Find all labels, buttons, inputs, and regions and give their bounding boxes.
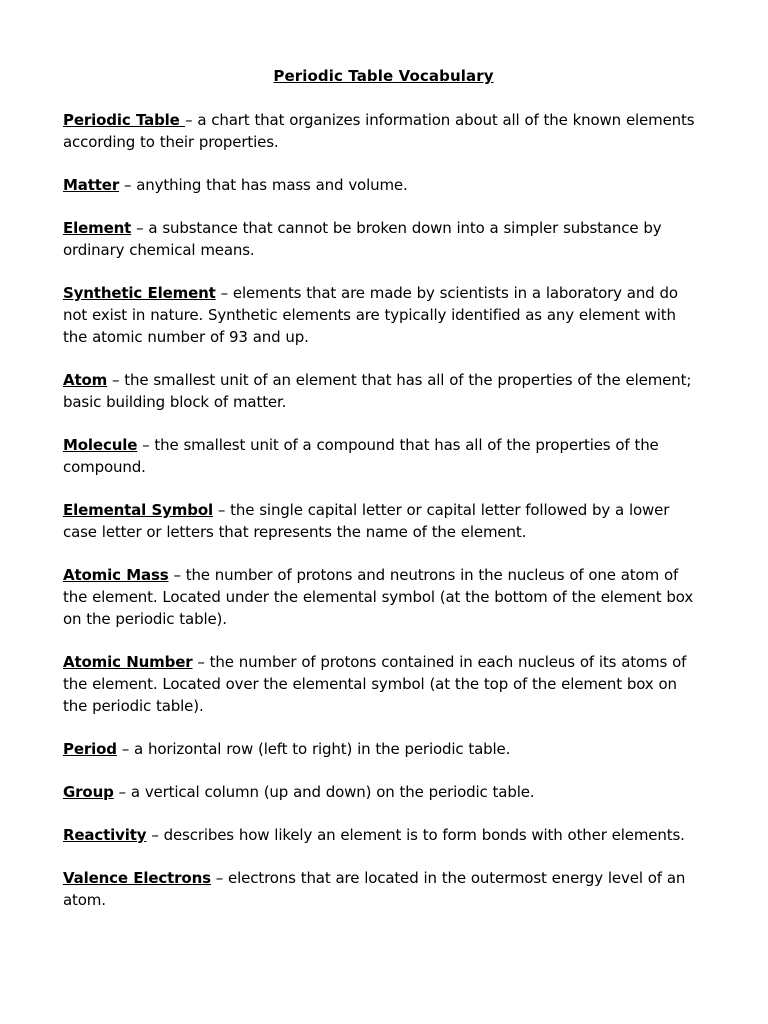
vocab-term: Elemental Symbol xyxy=(63,501,213,519)
vocab-definition: – a horizontal row (left to right) in the periodic table. xyxy=(116,740,511,758)
vocab-entry-valence-electrons xyxy=(63,867,704,911)
vocab-entry-periodic-table xyxy=(63,109,704,153)
vocab-entry-atomic-number xyxy=(63,651,704,717)
vocab-definition: – describes how likely an element is to form bonds with other elements. xyxy=(146,826,685,844)
vocab-entry-atom xyxy=(63,369,704,413)
vocab-term: Valence Electrons xyxy=(63,869,211,887)
vocab-term: Atomic Number xyxy=(63,653,193,671)
vocab-definition: – elements that are made by scientists in a laboratory and do not exist in nature. Synthetic elements are typically identified as any element with the atomic number of 93 and up. xyxy=(63,284,678,346)
vocab-term: Atomic Mass xyxy=(63,566,169,584)
vocab-term: Group xyxy=(63,783,114,801)
vocab-term: Period xyxy=(63,740,117,758)
vocab-definition: – the number of protons contained in each nucleus of its atoms of the element. Located over the elemental symbol (at the top of the element box on the periodic table). xyxy=(63,653,687,715)
vocab-entry-elemental-symbol xyxy=(63,499,704,543)
vocab-term: Atom xyxy=(63,371,108,389)
vocab-definition: – a vertical column (up and down) on the periodic table. xyxy=(113,783,535,801)
vocab-definition: – electrons that are located in the outermost energy level of an atom. xyxy=(63,869,686,909)
vocab-entry-molecule xyxy=(63,434,704,478)
vocab-definition: – the single capital letter or capital letter followed by a lower case letter or letters that represents the name of the element. xyxy=(63,501,670,541)
vocab-entry-atomic-mass xyxy=(63,564,704,630)
vocab-definition: – a substance that cannot be broken down into a simpler substance by ordinary chemical means. xyxy=(63,219,662,259)
vocab-entry-reactivity xyxy=(63,824,704,846)
vocab-definition: – the number of protons and neutrons in the nucleus of one atom of the element. Located under the elemental symbol (at the bottom of the element box on the periodic table). xyxy=(63,566,694,628)
vocab-entry-element xyxy=(63,217,704,261)
page-title: Periodic Table Vocabulary xyxy=(273,67,494,85)
vocab-term: Element xyxy=(63,219,132,237)
vocab-term: Periodic Table xyxy=(63,111,186,129)
vocab-definition: – anything that has mass and volume. xyxy=(119,176,408,194)
vocab-term: Matter xyxy=(63,176,120,194)
vocab-entry-group xyxy=(63,781,704,803)
vocab-definition: – the smallest unit of an element that has all of the properties of the element; basic building block of matter. xyxy=(63,371,692,411)
vocab-entry-matter xyxy=(63,174,704,196)
vocab-entry-synthetic-element xyxy=(63,282,704,348)
vocab-definition: – the smallest unit of a compound that has all of the properties of the compound. xyxy=(63,436,659,476)
vocab-definition: – a chart that organizes information about all of the known elements according to their properties. xyxy=(63,111,695,151)
vocab-term: Reactivity xyxy=(63,826,147,844)
vocab-term: Synthetic Element xyxy=(63,284,216,302)
vocab-term: Molecule xyxy=(63,436,138,454)
vocab-entry-period xyxy=(63,738,704,760)
